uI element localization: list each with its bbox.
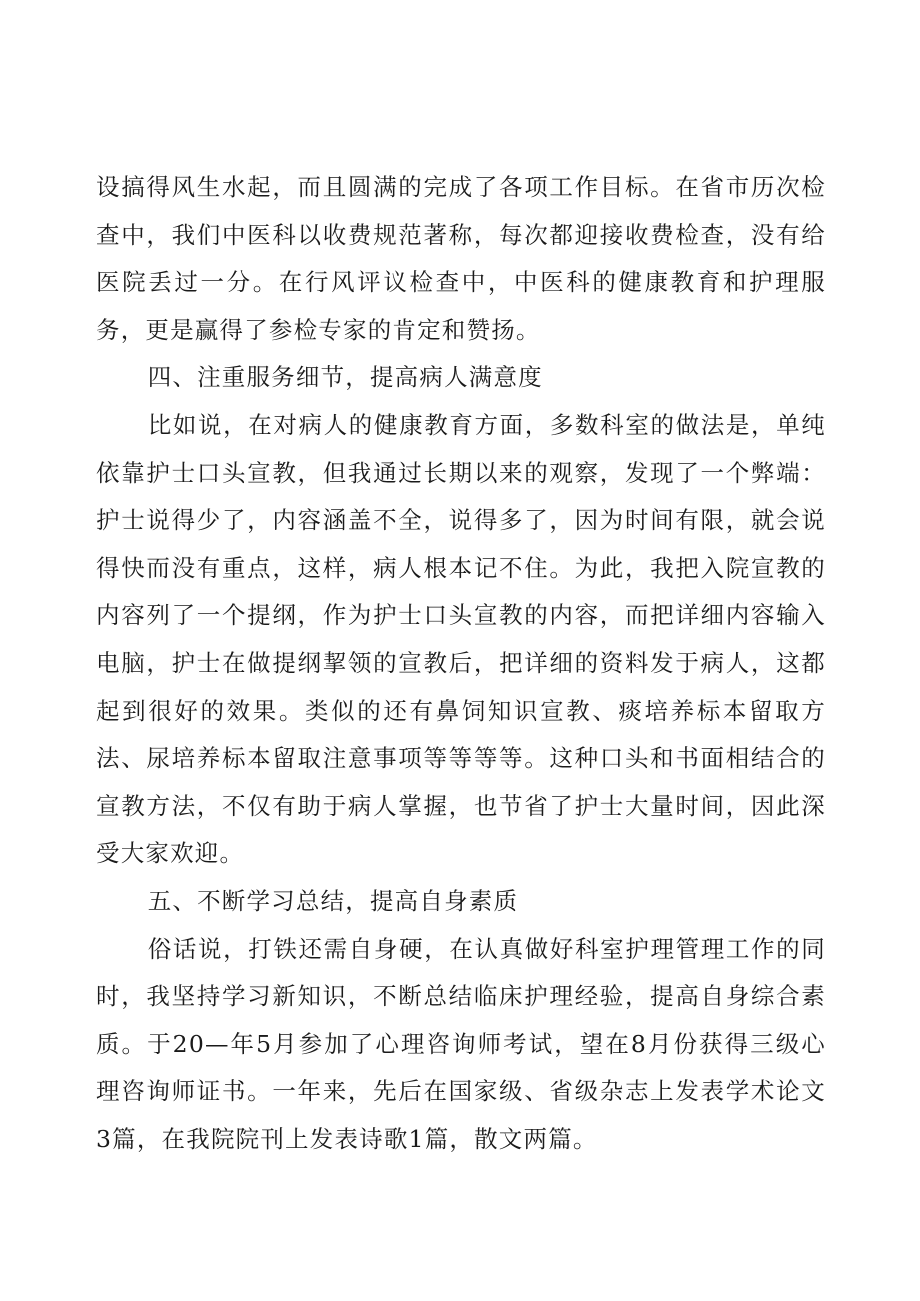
section-heading-service-details: 四、注重服务细节，提高病人满意度 <box>147 363 543 392</box>
paragraph-continued-results: 设搞得风生水起，而且圆满的完成了各项工作目标。在省市历次检查中，我们中医科以收费规范著称，每次都迎接收费检查，没有给医院丢过一分。在行风评议检查中，中医科的健康教育和护理服务，更是赢得了参检专家的肯定和赞扬。 <box>96 173 826 344</box>
document-body <box>96 164 826 1163</box>
paragraph-continuous-learning: 俗话说，打铁还需自身硬，在认真做好科室护理管理工作的同时，我坚持学习新知识，不断总结临床护理经验，提高自身综合素质。于20—年5月参加了心理咨询师考试，望在8月份获得三级心理咨询师证书。一年来，先后在国家级、省级杂志上发表学术论文3篇，在我院院刊上发表诗歌1篇，散文两篇。 <box>96 934 826 1153</box>
section-heading-self-improvement: 五、不断学习总结，提高自身素质 <box>147 886 519 915</box>
paragraph-health-education: 比如说，在对病人的健康教育方面，多数科室的做法是，单纯依靠护士口头宣教，但我通过长期以来的观察，发现了一个弊端：护士说得少了，内容涵盖不全，说得多了，因为时间有限，就会说得快而没有重点，这样，病人根本记不住。为此，我把入院宣教的内容列了一个提纲，作为护士口头宣教的内容，而把详细内容输入电脑，护士在做提纲挈领的宣教后，把详细的资料发于病人，这都起到很好的效果。类似的还有鼻饲知识宣教、痰培养标本留取方法、尿培养标本留取注意事项等等等等。这种口头和书面相结合的宣教方法，不仅有助于病人掌握，也节省了护士大量时间，因此深受大家欢迎。 <box>96 410 826 868</box>
